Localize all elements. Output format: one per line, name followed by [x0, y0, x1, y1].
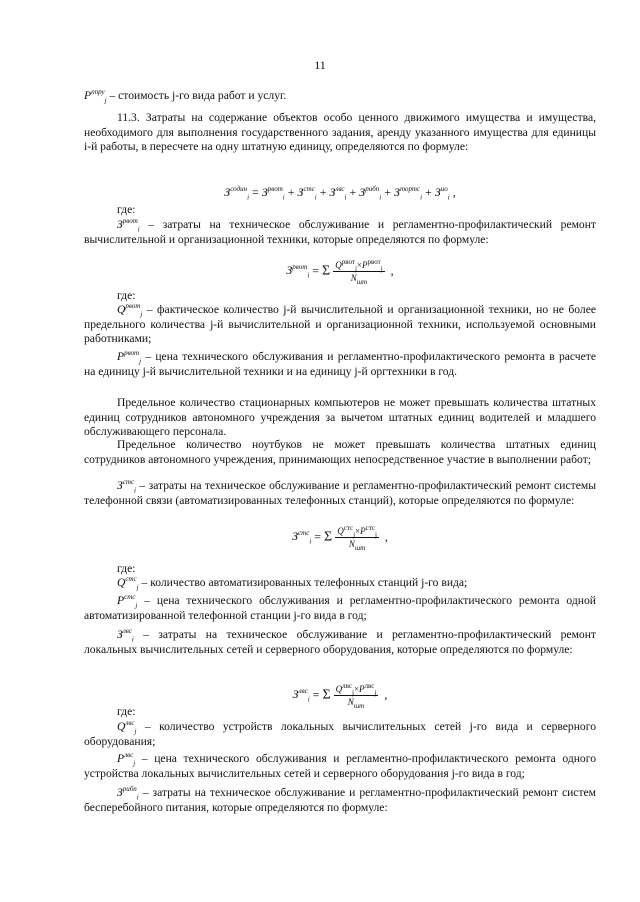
where-label-4: где:: [117, 705, 136, 718]
limit-notebook-paragraph: Предельное количество ноутбуков не может превышать количества штатных единиц сотрудников автономного учреждения, принимающих непосредственное участие в выполнении работ;: [84, 438, 596, 466]
page-number: 11: [314, 58, 326, 72]
q-sts-definition: $Q^{стс}_j$ – количество автоматизированных телефонных станций j-го вида;: [117, 575, 468, 592]
formula-lvs: $З^{лвс}_i = \Sigma$ $\frac{Q^{лвс}_j\times P^{лвс}_j}{N_{шт}}$ ,: [292, 682, 388, 710]
q-lvs-definition: $Q^{лвс}_j$ – количество устройств локальных вычислительных сетей j-го вида и серверного оборудования;: [84, 719, 596, 748]
where-label-1: где:: [117, 203, 136, 216]
ppru-text: – стоимость j-го вида работ и услуг.: [109, 89, 287, 102]
formula-sodin: $З^{содин}_i = З^{рвот}_i + З^{стс}_i + З^{лвс}_i + З^{рибп}_i + З^{тортс}_i + З^{ио}_i$ ,: [224, 185, 456, 202]
formula-sts: $З^{стс}_i = \Sigma$ $\frac{Q^{стс}_j\times P^{стс}_j}{N_{шт}}$ ,: [292, 524, 388, 552]
formula-rvot: $З^{рвот}_i = \Sigma$ $\frac{Q^{рвот}_j\times P^{рвот}_j}{N_{шт}}$ ,: [286, 258, 394, 286]
p-lvs-definition: $P^{лвс}_j$ – цена технического обслуживания и регламентно-профилактического ремонта одного устройства локальных вычислительных сетей и серверного оборудования j-го вида в год;: [84, 751, 596, 780]
ppru-definition: $P^{ппру}_j$ – стоимость j-го вида работ и услуг.: [84, 88, 287, 105]
paragraph-11-3: 11.3. Затраты на содержание объектов особо ценного движимого имущества и имущества, необходимого для выполнения государственного задания, аренду указанного имущества для единицы i-й работы, в пересчете на одну штатную единицу, определяются по формуле:: [84, 111, 596, 153]
limit-pc-paragraph: Предельное количество стационарных компьютеров не может превышать количества штатных единиц сотрудников автономного учреждения за вычетом штатных единиц водителей и младшего обслуживающего персонала.: [84, 396, 596, 438]
z-ribp-definition: $З^{рибп}_i$ – затраты на техническое обслуживание и регламентно-профилактический ремонт систем бесперебойного питания, которые определяются по формуле:: [84, 785, 596, 814]
q-rvot-definition: $Q^{рвот}_j$ – фактическое количество j-й вычислительной и организационной техники, но не более предельного количества j-й вычислительной и организационной техники, используемой основными работниками;: [84, 302, 596, 345]
z-lvs-definition: $З^{лвс}_i$ – затраты на техническое обслуживание и регламентно-профилактический ремонт локальных вычислительных сетей и серверного оборудования, которые определяются по формуле:: [84, 627, 596, 656]
z-rvot-definition: $З^{рвот}_i$ – затраты на техническое обслуживание и регламентно-профилактический ремонт вычислительной и организационной техники, которые определяются по формуле:: [84, 217, 596, 246]
where-label-2: где:: [117, 289, 136, 302]
where-label-3: где:: [117, 562, 136, 575]
p-sts-definition: $P^{стс}_j$ – цена технического обслуживания и регламентно-профилактического ремонта одной автоматизированной телефонной станции j-го вида в год;: [84, 593, 596, 622]
p-rvot-definition: $P^{рвот}_j$ – цена технического обслуживания и регламентно-профилактического ремонта в расчете на единицу j-й вычислительной техники и на единицу j-й оргтехники в год.: [84, 349, 596, 378]
z-sts-definition: $З^{стс}_i$ – затраты на техническое обслуживание и регламентно-профилактический ремонт системы телефонной связи (автоматизированных телефонных станций), которые определяются по формуле:: [84, 478, 596, 507]
